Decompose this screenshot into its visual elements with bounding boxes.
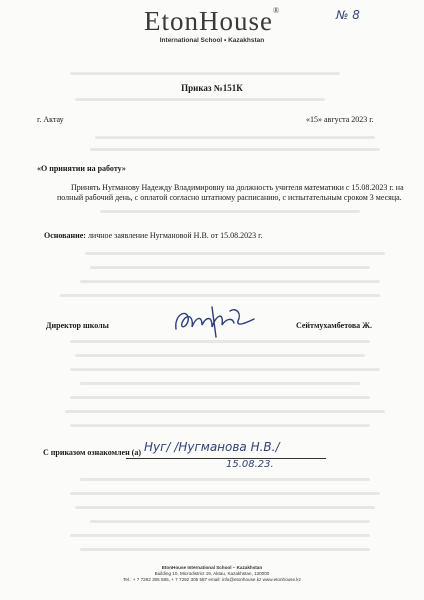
basis-text: личное заявление Нугмановой Н.В. от 15.08.2023 г. (85, 231, 263, 240)
order-body: Принять Нугманову Надежду Владимировну на должность учителя математики с 15.08.2023 г. на полный рабочий день, с оплатой согласно штатному расписанию, с испытательным сроком 3 месяца. (57, 183, 404, 202)
acknowledgement-label: С приказом ознакомлен (а) (43, 448, 141, 457)
logo-subtitle: International School • Kazakhstan (159, 37, 265, 44)
order-subject: «О принятии на работу» (37, 164, 126, 173)
director-signature (172, 305, 260, 339)
order-title: Приказ №151К (181, 83, 243, 93)
director-label: Директор школы (46, 321, 109, 330)
basis-label: Основание: (44, 231, 86, 240)
handwritten-number: № 8 (336, 8, 360, 22)
employee-signature: Нуг/ /Нугманова Н.В./ (144, 440, 280, 454)
signature-date: 15.08.23. (226, 459, 274, 470)
order-date: «15» августа 2023 г. (306, 115, 374, 124)
order-city: г. Актау (37, 115, 64, 124)
footer-school-name: EtonHouse International School – Kazakhstan (161, 565, 263, 570)
registered-mark: ® (272, 6, 281, 15)
order-basis (44, 231, 263, 241)
school-logo (0, 6, 424, 37)
footer-address: Building 10, Microdistrict 19, Aktau, Kazakhstan, 130000 (154, 571, 270, 576)
footer-contacts: Tel.: + 7 7292 305 585, + 7 7292 305 587 email: info@etonhouse.kz www.etonhouse.kz (123, 577, 301, 582)
logo-text: EtonHouse (143, 6, 273, 36)
director-name: Сейтмухамбетова Ж. (296, 321, 373, 330)
